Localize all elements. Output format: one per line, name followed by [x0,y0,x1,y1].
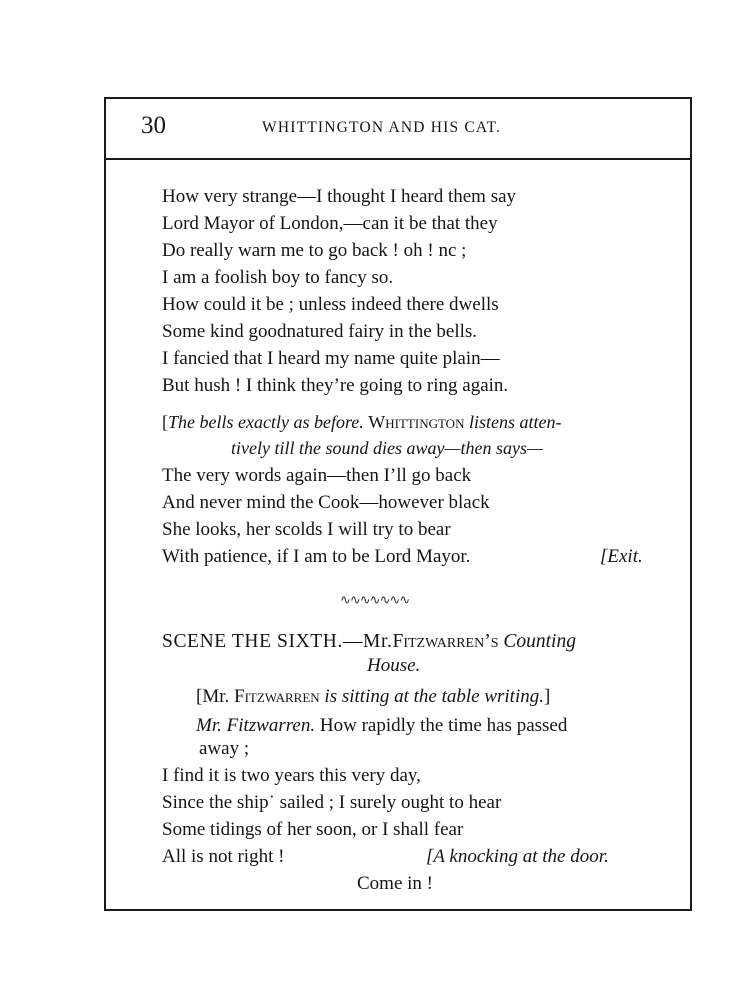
speaker-name: Mr. Fitzwarren. [196,715,316,736]
frame-bottom-rule [104,909,692,911]
speech-first-line: Mr. Fitzwarren. How rapidly the time has passed [196,715,568,736]
stage-direction-2: [Mr. Fitzwarren is sitting at the table writing.] [196,686,551,707]
verse-line: I find it is two years this very day, [162,765,421,786]
verse-line: Lord Mayor of London,—can it be that they [162,213,498,234]
header-rule [104,158,692,160]
verse-line: How could it be ; unless indeed there dwells [162,294,499,315]
verse-line: With patience, if I am to be Lord Mayor. [162,546,471,567]
verse-line: Do really warn me to go back ! oh ! nc ; [162,240,467,261]
verse-line: How very strange—I thought I heard them say [162,186,517,207]
stage-direction-1-continued: tively till the sound dies away—then says— [231,438,543,458]
verse-line: Since the ship˙ sailed ; I surely ought to hear [162,792,502,813]
verse-line: Some kind goodnatured fairy in the bells. [162,321,478,342]
character-name: Whittington [368,412,465,432]
frame-top-rule [104,97,692,99]
exit-direction: [Exit. [600,546,643,567]
stage-direction-1: [The bells exactly as before. Whittington listens atten- [162,412,562,432]
verse-line: The very words again—then I’ll go back [162,465,472,486]
verse-line: But hush ! I think they’re going to ring again. [162,375,509,396]
speech-continuation: away ; [199,738,250,759]
scene-heading: SCENE THE SIXTH.—Mr.Fitzwarren’s Counting [162,631,576,652]
knocking-direction: [A knocking at the door. [426,846,609,867]
verse-line: I am a foolish boy to fancy so. [162,267,394,288]
verse-line: All is not right ! [162,846,285,867]
running-title: WHITTINGTON AND HIS CAT. [262,119,502,136]
verse-line: Some tidings of her soon, or I shall fear [162,819,464,840]
frame-left-rule [104,97,106,911]
section-ornament: ∿∿∿∿∿∿∿ [340,592,410,607]
verse-line: And never mind the Cook—however black [162,492,490,513]
verse-line: She looks, her scolds I will try to bear [162,519,451,540]
frame-right-rule [690,97,692,911]
verse-line: I fancied that I heard my name quite plain— [162,348,500,369]
scene-heading-continued: House. [367,655,421,676]
bracket-open: [ [162,412,168,432]
final-line: Come in ! [357,873,433,894]
page-number: 30 [141,112,166,139]
